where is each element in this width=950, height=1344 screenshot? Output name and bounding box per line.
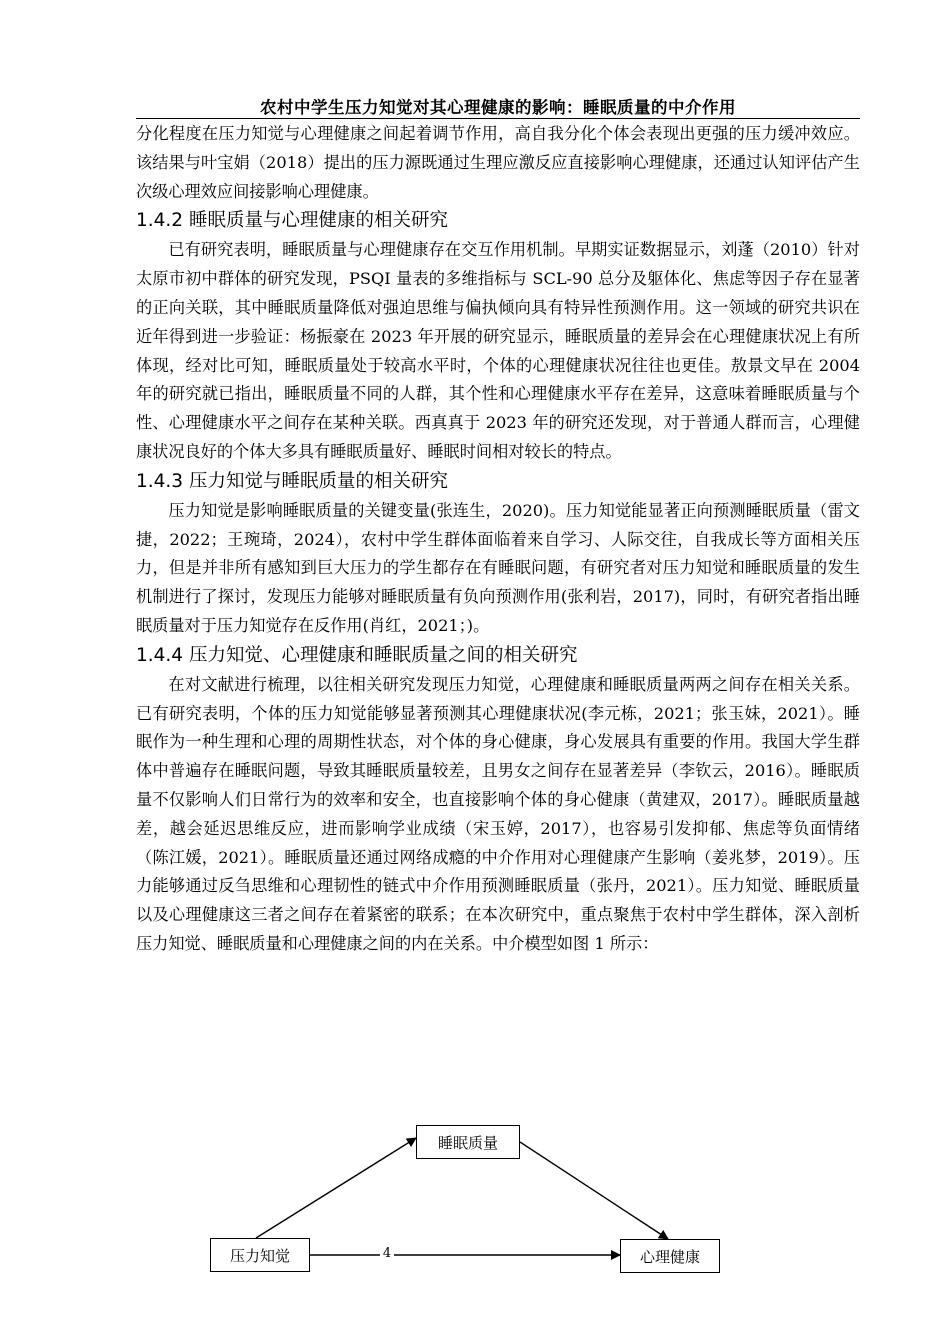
paragraph-stress-sleep: 压力知觉是影响睡眠质量的关键变量(张连生，2020)。压力知觉能显著正向预测睡眠质量（雷文捷，2022；王琬琦，2024），农村中学生群体面临着来自学习、人际交往，自我成长等方面相关压力，但是并非所有感知到巨大压力的学生都存在有睡眠问题，有研究者对压力知觉和睡眠质量的发生机制进行了探讨，发现压力能够对睡眠质量有负向预测作用(张利岩，2017)，同时，有研究者指出睡眠质量对于压力知觉存在反作用(肖红，2021；)。: [136, 500, 860, 635]
page-number: 4: [380, 1246, 394, 1261]
node-sleep-quality: 睡眠质量: [416, 1125, 520, 1159]
section-heading-1-4-3: 1.4.3 压力知觉与睡眠质量的相关研究: [136, 470, 448, 492]
arrow-mediator-to-outcome: [520, 1142, 668, 1239]
paragraph-continued: 分化程度在压力知觉与心理健康之间起着调节作用，高自我分化个体会表现出更强的压力缓冲效应。该结果与叶宝娟（2018）提出的压力源既通过生理应激反应直接影响心理健康，还通过认知评估产生次级心理效应间接影响心理健康。: [136, 124, 860, 201]
mediation-model-diagram: [136, 1114, 860, 1294]
section-heading-1-4-2: 1.4.2 睡眠质量与心理健康的相关研究: [136, 210, 448, 232]
node-mental-health: 心理健康: [620, 1239, 720, 1273]
arrow-predictor-to-mediator: [256, 1138, 416, 1238]
running-header-title: 农村中学生压力知觉对其心理健康的影响：睡眠质量的中介作用: [260, 98, 736, 117]
paragraph-three-way: 在对文献进行梳理，以往相关研究发现压力知觉，心理健康和睡眠质量两两之间存在相关关系。已有研究表明，个体的压力知觉能够显著预测其心理健康状况(李元栋，2021；张玉妹，2021）。睡眠作为一种生理和心理的周期性状态，对个体的身心健康，身心发展具有重要的作用。我国大学生群体中普遍存在睡眠问题，导致其睡眠质量较差，且男女之间存在显著差异（李钦云，2016）。睡眠质量不仅影响人们日常行为的效率和安全，也直接影响个体的身心健康（黄建双，2017）。睡眠质量越差，越会延迟思维反应，进而影响学业成绩（宋玉婷，2017），也容易引发抑郁、焦虑等负面情绪（陈江媛，2021）。睡眠质量还通过网络成瘾的中介作用对心理健康产生影响（姜兆梦，2019）。压力能够通过反刍思维和心理韧性的链式中介作用预测睡眠质量（张丹，2021）。压力知觉、睡眠质量以及心理健康这三者之间存在着紧密的联系；在本次研究中，重点聚焦于农村中学生群体，深入剖析压力知觉、睡眠质量和心理健康之间的内在关系。中介模型如图 1 所示：: [136, 674, 860, 953]
paragraph-sleep-mental-health: 已有研究表明，睡眠质量与心理健康存在交互作用机制。早期实证数据显示，刘蓬（2010）针对太原市初中群体的研究发现，PSQI 量表的多维指标与 SCL-90 总分及躯体化、焦虑等因子存在显著的正向关联，其中睡眠质量降低对强迫思维与偏执倾向具有特异性预测作用。这一领域的研究共识在近年得到进一步验证：杨振豪在 2023 年开展的研究显示，睡眠质量的差异会在心理健康状况上有所体现，经对比可知，睡眠质量处于较高水平时，个体的心理健康状况往往也更佳。敖景文早在 2004 年的研究就已指出，睡眠质量不同的人群，其个性和心理健康水平存在差异，这意味着睡眠质量与个性、心理健康水平之间存在某种关联。西真真于 2023 年的研究还发现，对于普通人群而言，心理健康状况良好的个体大多具有睡眠质量好、睡眠时间相对较长的特点。: [136, 240, 860, 461]
node-perceived-stress: 压力知觉: [210, 1238, 310, 1272]
body-text: [136, 120, 860, 959]
header-rule: [136, 118, 860, 119]
section-heading-1-4-4: 1.4.4 压力知觉、心理健康和睡眠质量之间的相关研究: [136, 644, 578, 666]
